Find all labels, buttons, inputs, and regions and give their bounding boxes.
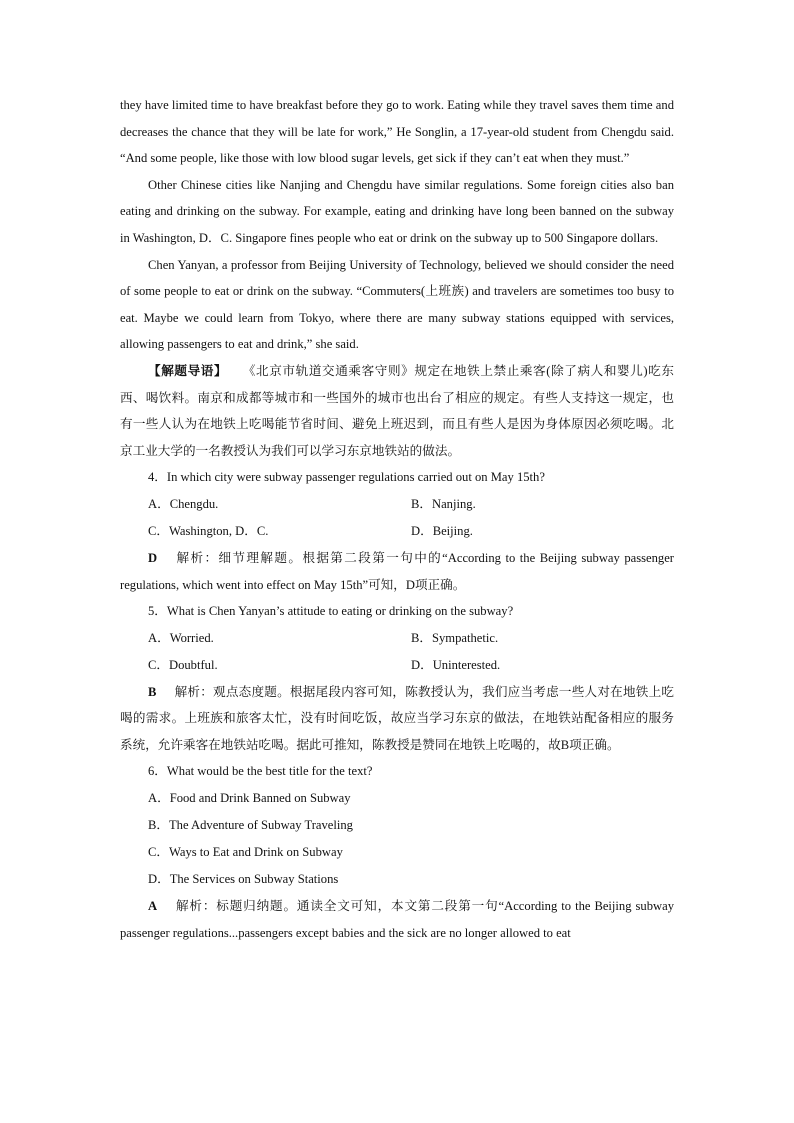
page-content [120, 92, 674, 946]
question-6-analysis-text: 解析：标题归纳题。通读全文可知，本文第二段第一句“According to the Beijing subway passenger regulations...passengers except babies and the sick are no longer allowed to eat [120, 899, 674, 940]
question-5-option-a: A．Worried. [148, 630, 214, 645]
passage-paragraph-3: Chen Yanyan, a professor from Beijing University of Technology, believed we should consider the need of some people to eat or drink on the subway. “Commuters(上班族) and travelers are sometimes too busy to eat. Maybe we could learn from Tokyo, where there are many subway stations equipped with services, allowing passengers to eat and drink,” she said. [120, 257, 674, 352]
question-5-option-b: B．Sympathetic. [411, 630, 499, 645]
question-4-analysis [120, 545, 674, 598]
question-5-answer: B [148, 684, 157, 699]
question-4-options-row-2 [120, 518, 674, 545]
question-5-analysis [120, 679, 674, 759]
question-4-option-b: B．Nanjing. [411, 496, 476, 511]
question-6-option-c: C．Ways to Eat and Drink on Subway [148, 845, 343, 860]
solution-guide [120, 358, 674, 464]
question-6-analysis [120, 893, 674, 946]
question-4-stem: 4．In which city were subway passenger regulations carried out on May 15th? [148, 470, 545, 485]
passage-paragraph-1: they have limited time to have breakfast before they go to work. Eating while they travel saves them time and decreases the chance that they will be late for work,” He Songlin, a 17-year-old student from Chengdu said. “And some people, like those with low blood sugar levels, get sick if they can’t eat when they must.” [120, 98, 674, 166]
question-4-analysis-text: 解析：细节理解题。根据第二段第一句中的“According to the Beijing subway passenger regulations, which went into effect on May 15th”可知，D项正确。 [120, 550, 674, 592]
question-5-option-c: C．Doubtful. [148, 657, 218, 672]
question-6-option-b: B．The Adventure of Subway Traveling [148, 818, 353, 833]
question-5-stem: 5．What is Chen Yanyan’s attitude to eating or drinking on the subway? [148, 604, 514, 619]
solution-guide-tag: 【解题导语】 [148, 363, 228, 378]
question-5-option-d: D．Uninterested. [411, 657, 501, 672]
passage-paragraph-2: Other Chinese cities like Nanjing and Chengdu have similar regulations. Some foreign cities also ban eating and drinking on the subway. For example, eating and drinking have long been banned on the subway in Washington, D．C. Singapore fines people who eat or drink on the subway up to 500 Singapore dollars. [120, 177, 674, 245]
question-6-stem: 6．What would be the best title for the text? [148, 764, 373, 779]
question-4-option-c: C．Washington, D．C. [148, 523, 269, 538]
question-5-options-row-2 [120, 652, 674, 679]
question-6-option-d: D．The Services on Subway Stations [148, 872, 339, 887]
question-4-option-a: A．Chengdu. [148, 496, 219, 511]
question-5-options-row-1 [120, 625, 674, 652]
solution-guide-text: 《北京市轨道交通乘客守则》规定在地铁上禁止乘客(除了病人和婴儿)吃东西、喝饮料。南京和成都等城市和一些国外的城市也出台了相应的规定。有些人支持这一规定，也有一些人认为在地铁上吃喝能节省时间、避免上班迟到，而且有些人是因为身体原因必须吃喝。北京工业大学的一名教授认为我们可以学习东京地铁站的做法。 [120, 363, 674, 458]
question-5-analysis-text: 解析：观点态度题。根据尾段内容可知，陈教授认为，我们应当考虑一些人对在地铁上吃喝的需求。上班族和旅客太忙，没有时间吃饭，故应当学习东京的做法，在地铁站配备相应的服务系统，允许乘客在地铁站吃喝。据此可推知，陈教授是赞同在地铁上吃喝的，故B项正确。 [120, 684, 674, 752]
question-4-options-row-1 [120, 491, 674, 518]
question-6-answer: A [148, 899, 158, 914]
question-4-option-d: D．Beijing. [411, 523, 473, 538]
question-4-answer: D [148, 550, 158, 565]
question-6-option-a: A．Food and Drink Banned on Subway [148, 791, 351, 806]
